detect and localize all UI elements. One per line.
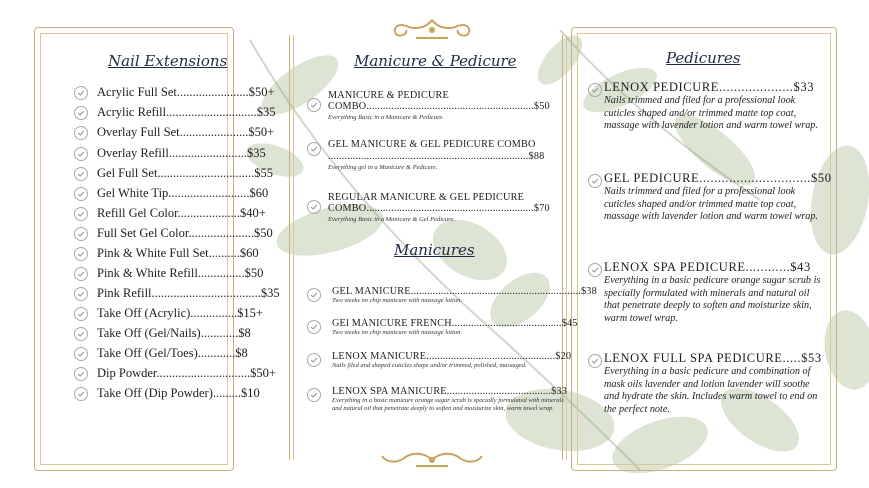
checkmark-icon: [74, 327, 88, 341]
service-label: Take Off (Dip Powder).........$10: [97, 386, 260, 400]
service-row: [74, 166, 273, 181]
checkmark-icon: [588, 174, 602, 188]
service-label: Acrylic Full Set.......................$50+: [97, 85, 275, 99]
combo-note: Everything Basic in a Manicure & Pedicure.: [328, 114, 444, 121]
checkmark-icon: [74, 106, 88, 120]
service-label: Full Set Gel Color.....................$50: [97, 226, 273, 240]
service-row: [74, 286, 280, 301]
checkmark-icon: [74, 287, 88, 301]
service-label: Acrylic Refill.............................$35: [97, 105, 276, 119]
service-row: [74, 346, 248, 361]
service-row: [74, 186, 268, 201]
pedicure-item: [588, 171, 832, 224]
service-row: [74, 206, 266, 221]
checkmark-icon: [74, 147, 88, 161]
manicure-title: LENOX MANICURE...............................................$20: [332, 351, 572, 362]
checkmark-icon: [74, 347, 88, 361]
service-label: Gel White Tip..........................$60: [97, 186, 269, 200]
combo-item: [310, 90, 550, 122]
checkmark-icon: [74, 126, 88, 140]
checkmark-icon: [588, 263, 602, 277]
checkmark-icon: [74, 367, 88, 381]
checkmark-icon: [74, 207, 88, 221]
pedicure-item: [588, 351, 823, 416]
checkmark-icon: [74, 227, 88, 241]
checkmark-icon: [307, 142, 321, 156]
manicure-pedicure-heading: Manicure & Pedicure: [354, 52, 517, 70]
combo-title: REGULAR MANICURE & GEL PEDICURE: [328, 192, 524, 203]
manicure-note: Two weeks no chip manicure with massage lotion.: [332, 329, 462, 336]
service-label: Pink & White Refill...............$50: [97, 266, 264, 280]
manicure-note: Two weeks no chip manicure with massage lotion.: [332, 297, 462, 304]
service-label: Take Off (Acrylic)...............$15+: [97, 306, 263, 320]
combo-item: [310, 192, 550, 224]
checkmark-icon: [74, 267, 88, 281]
checkmark-icon: [74, 187, 88, 201]
top-ornament-icon: [386, 16, 478, 44]
bottom-ornament-icon: [376, 448, 488, 472]
service-row: [74, 326, 251, 341]
center-divider-left-2: [293, 35, 294, 460]
checkmark-icon: [74, 167, 88, 181]
service-label: Take Off (Gel/Toes)............$8: [97, 346, 248, 360]
manicure-item: [310, 318, 578, 337]
service-label: Pink Refill...................................$35: [97, 286, 280, 300]
center-divider-left: [289, 35, 290, 460]
manicure-item: [310, 386, 567, 413]
service-label: Refill Gel Color....................$40+: [97, 206, 266, 220]
pedicure-title: GEL PEDICURE..............................$50: [604, 171, 832, 185]
manicures-heading: Manicures: [394, 241, 475, 259]
service-row: [74, 105, 275, 120]
service-row: [74, 226, 273, 241]
service-label: Dip Powder..............................$50+: [97, 366, 276, 380]
combo-price-line: COMBO.............................................................$50: [328, 101, 550, 112]
pedicure-title: LENOX FULL SPA PEDICURE.....$53: [604, 351, 822, 365]
pedicure-description: Nails trimmed and filed for a professional look cuticles shaped and/or trimmed matte top coat, massage with lavender lotion and warm towel wrap.: [604, 95, 818, 132]
combo-price-line: .........................................................................$88: [328, 151, 545, 162]
pedicure-title: LENOX PEDICURE....................$33: [604, 80, 815, 94]
checkmark-icon: [307, 200, 321, 214]
checkmark-icon: [307, 320, 321, 334]
service-label: Gel Full Set...............................$55: [97, 166, 274, 180]
pedicures-heading: Pedicures: [666, 49, 741, 67]
checkmark-icon: [74, 387, 88, 401]
combo-price-line: COMBO.............................................................$70: [328, 203, 550, 214]
service-row: [74, 125, 274, 140]
service-row: [74, 266, 263, 281]
pedicure-description: Everything in a basic pedicure and combination of mask oils lavender and lotion lavender will soothe and hydrate the skin. Includes warm towel to end on the perfect note.: [604, 366, 818, 415]
manicure-title: GEl MANICURE FRENCH........................................$45: [332, 318, 578, 329]
combo-note: Everything gel in a Manicure & Pedicure.: [328, 164, 438, 171]
combo-item: [310, 139, 550, 172]
combo-title: GEL MANICURE & GEL PEDICURE COMBO: [328, 139, 536, 150]
checkmark-icon: [588, 354, 602, 368]
manicure-item: [310, 286, 597, 305]
combo-title: MANICURE & PEDICURE: [328, 90, 449, 101]
combo-note: Everything Basic in a Manicure & Gel Pedicure.: [328, 216, 455, 223]
checkmark-icon: [307, 98, 321, 112]
manicure-note: Nails filed and shaped cuticles shape and/or trimmed, polished, massaged.: [332, 362, 527, 369]
pedicure-description: Everything in a basic pedicure orange sugar scrub is specially formulated with minerals and natural oil that penetrate deeply to soften and moisturize skin, warm towel wrap.: [604, 275, 821, 324]
manicure-title: LENOX SPA MANICURE......................................$33: [332, 386, 567, 397]
service-label: Pink & White Full Set..........$60: [97, 246, 259, 260]
checkmark-icon: [74, 247, 88, 261]
service-label: Overlay Refill.........................$35: [97, 146, 266, 160]
pedicure-item: [588, 260, 823, 325]
manicure-title: GEL MANICURE..............................................................$38: [332, 286, 597, 297]
service-label: Take Off (Gel/Nails)............$8: [97, 326, 251, 340]
service-row: [74, 146, 266, 161]
service-row: [74, 85, 275, 100]
pedicure-description: Nails trimmed and filed for a professional look cuticles shaped and/or trimmed matte top coat, massage with lavender lotion and warm towel wrap.: [604, 186, 818, 223]
checkmark-icon: [74, 86, 88, 100]
checkmark-icon: [307, 353, 321, 367]
pedicure-title: LENOX SPA PEDICURE............$43: [604, 260, 811, 274]
checkmark-icon: [74, 307, 88, 321]
checkmark-icon: [588, 83, 602, 97]
manicure-note: Everything in a basic manicure orange sugar scrub is specially formulated with minerals and natural oil that penetrate deeply to soften and moisturize skin, warm towel wrap.: [332, 397, 564, 412]
service-row: [74, 246, 259, 261]
service-row: [74, 306, 263, 321]
service-label: Overlay Full Set......................$50+: [97, 125, 275, 139]
service-row: [74, 386, 260, 401]
service-row: [74, 366, 276, 381]
pedicure-item: [588, 80, 823, 133]
checkmark-icon: [307, 288, 321, 302]
checkmark-icon: [307, 388, 321, 402]
nail-extensions-heading: Nail Extensions: [108, 52, 228, 70]
manicure-item: [310, 351, 572, 370]
